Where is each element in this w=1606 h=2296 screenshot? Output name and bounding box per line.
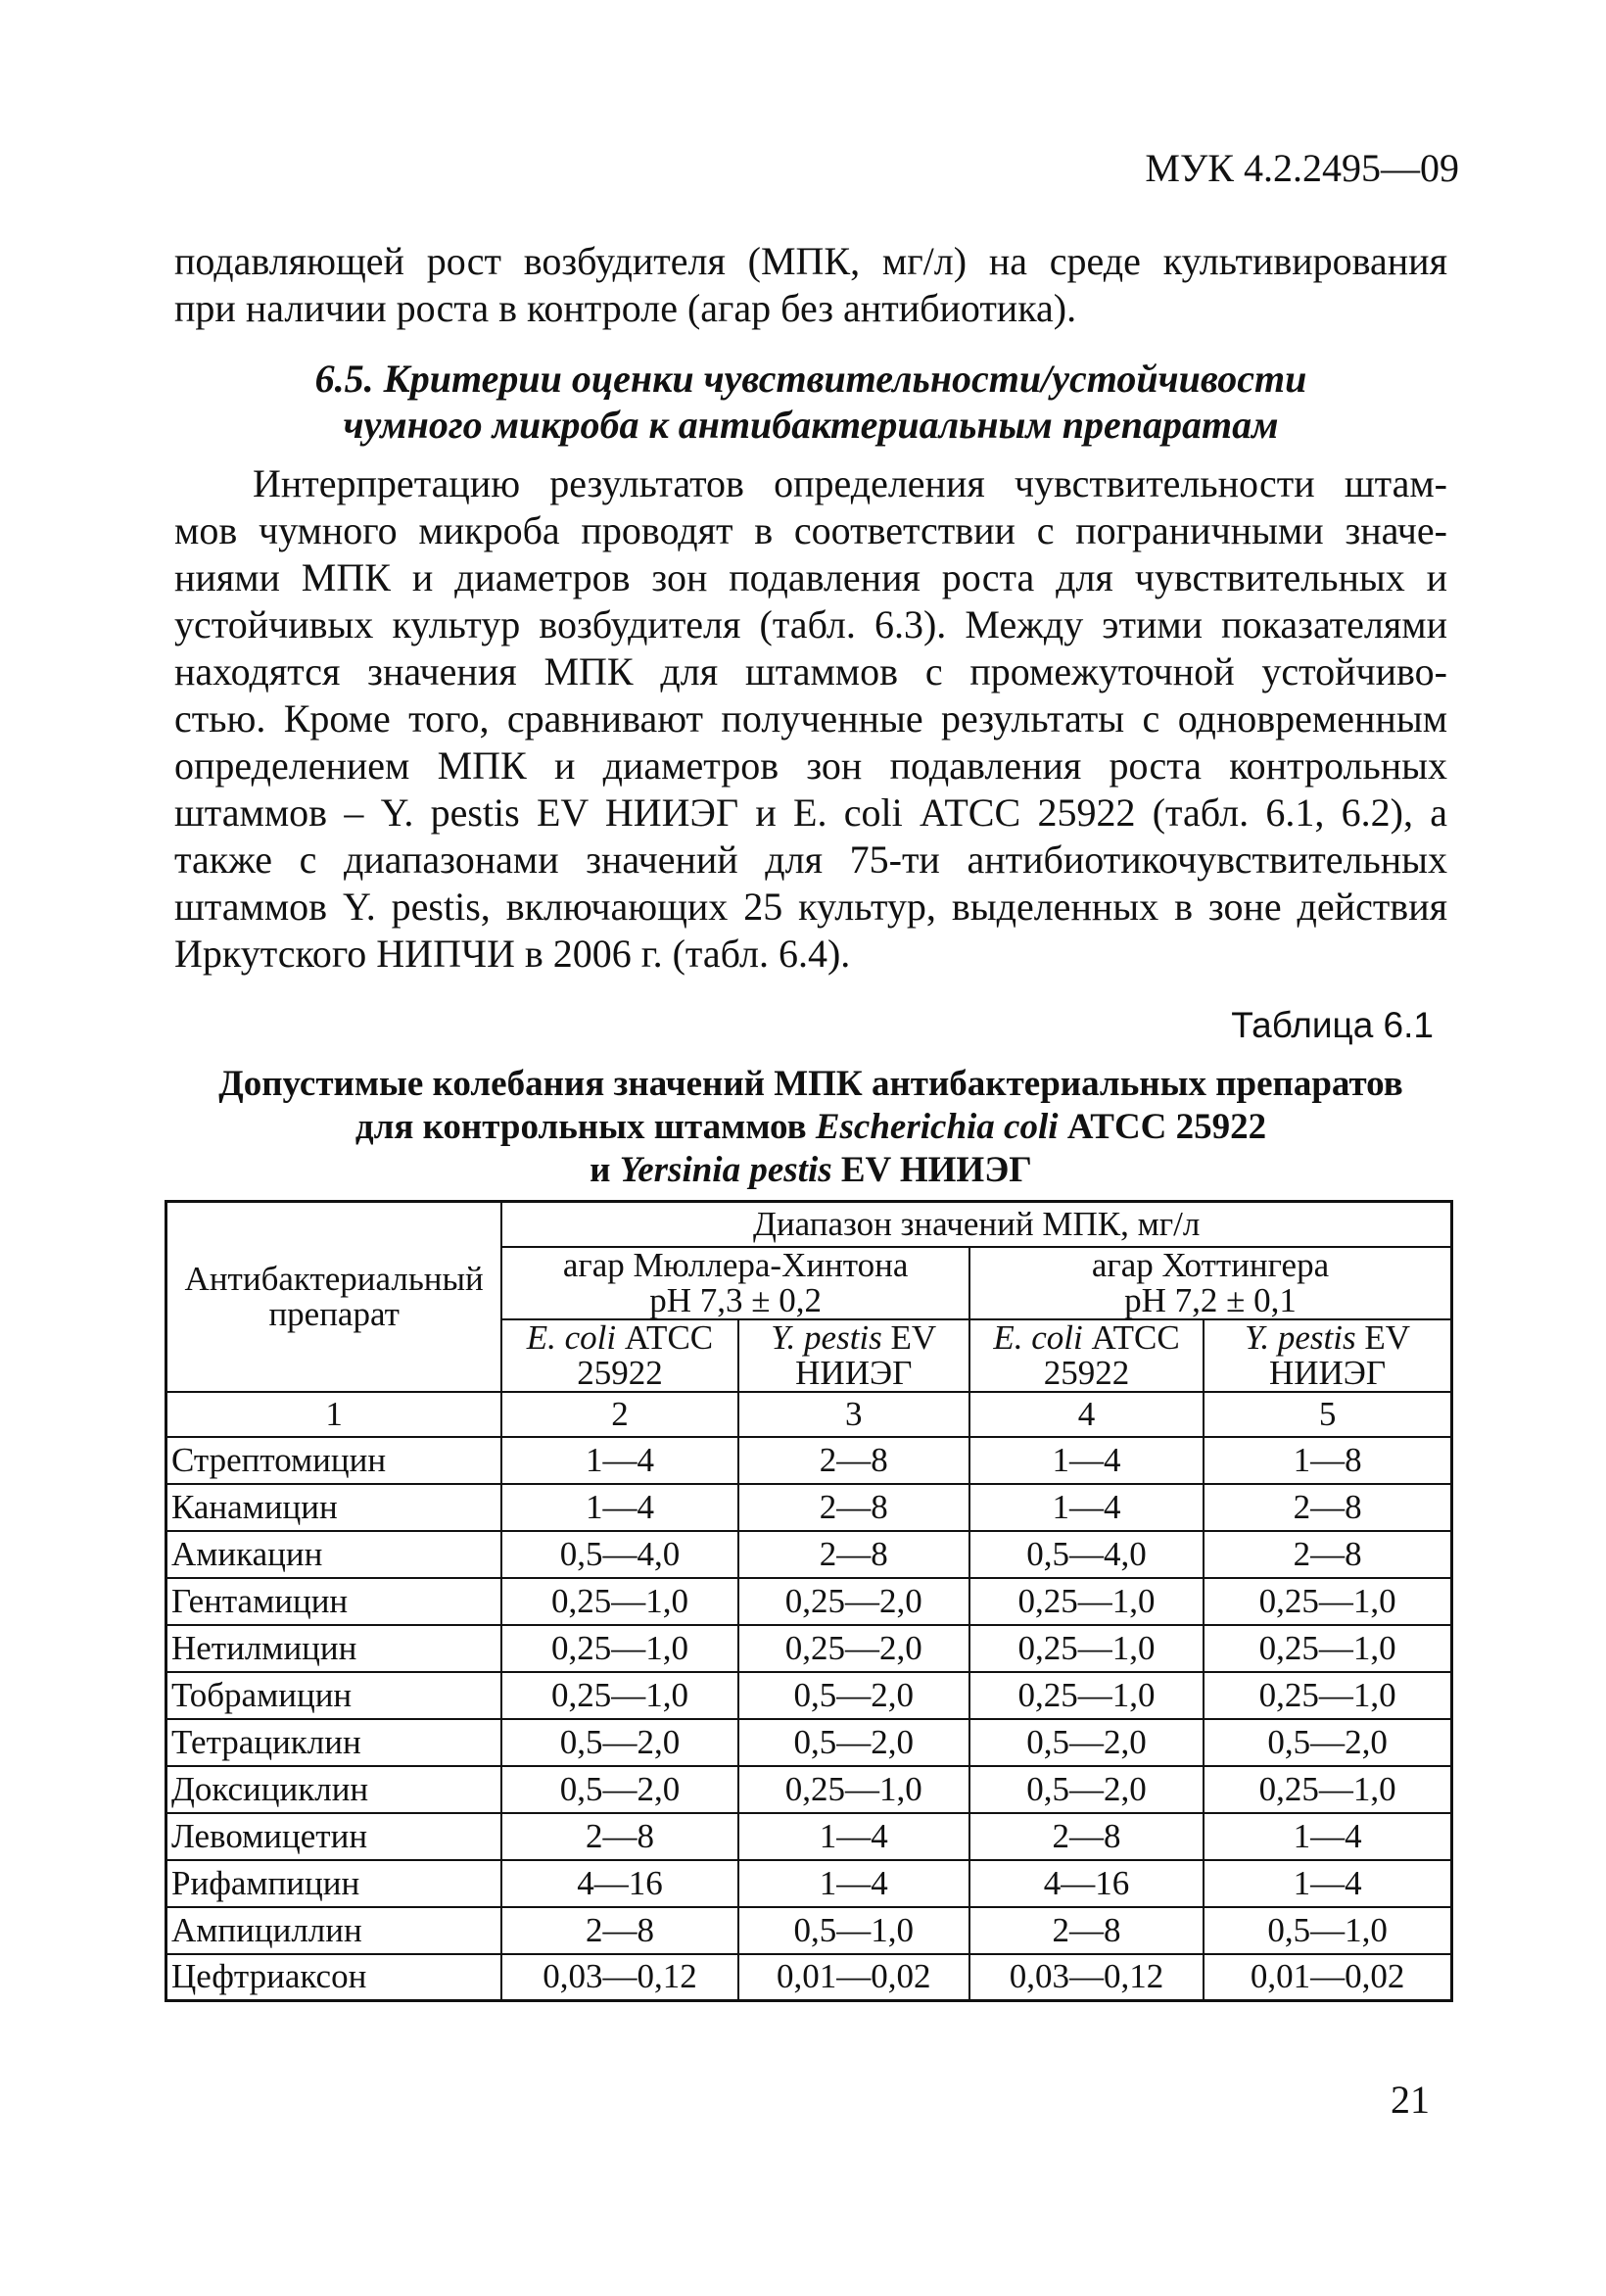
body-line: штаммов Y. pestis, включающих 25 культур, выделенных в зоне действия xyxy=(174,885,1447,929)
mic-value: 0,5—2,0 xyxy=(1204,1719,1451,1766)
mic-value: 0,01—0,02 xyxy=(1204,1954,1451,2001)
mic-value: 1—4 xyxy=(1204,1860,1451,1907)
mic-value: 2—8 xyxy=(738,1484,969,1531)
mic-value: 0,5—4,0 xyxy=(969,1531,1204,1578)
mic-value: 1—4 xyxy=(738,1813,969,1860)
mic-value: 0,25—1,0 xyxy=(969,1672,1204,1719)
table-row xyxy=(166,1860,1452,1907)
mic-table xyxy=(165,1200,1453,2002)
header-range: Диапазон значений МПК, мг/л xyxy=(501,1202,1451,1247)
header-ecoli: E. coli АТСС 25922 xyxy=(969,1319,1204,1392)
drug-name: Левомицетин xyxy=(166,1813,502,1860)
mic-value: 4—16 xyxy=(969,1860,1204,1907)
section-heading-line: чумного микроба к антибактериальным препаратам xyxy=(343,403,1279,447)
mic-value: 0,25—1,0 xyxy=(1204,1625,1451,1672)
mic-value: 0,5—2,0 xyxy=(738,1719,969,1766)
mic-value: 0,5—1,0 xyxy=(738,1907,969,1954)
body-line: стью. Кроме того, сравнивают полученные результаты с одновременным xyxy=(174,696,1447,741)
mic-value: 0,25—1,0 xyxy=(969,1578,1204,1625)
mic-value: 2—8 xyxy=(501,1813,737,1860)
body-line: штаммов – Y. pestis EV НИИЭГ и E. coli АТСС 25922 (табл. 6.1, 6.2), а xyxy=(174,790,1447,835)
title-species: Yersinia pestis xyxy=(619,1150,832,1190)
mic-value: 0,5—2,0 xyxy=(969,1766,1204,1813)
body-line: находятся значения МПК для штаммов с промежуточной устойчиво- xyxy=(174,649,1447,694)
document-id: МУК 4.2.2495—09 xyxy=(1145,146,1459,190)
header-ypestis: Y. pestis EV НИИЭГ xyxy=(738,1319,969,1392)
mic-value: 2—8 xyxy=(1204,1484,1451,1531)
mic-value: 0,25—1,0 xyxy=(501,1625,737,1672)
mic-value: 1—4 xyxy=(501,1484,737,1531)
mic-value: 1—4 xyxy=(501,1437,737,1484)
mic-value: 0,25—1,0 xyxy=(1204,1672,1451,1719)
table-row xyxy=(166,1625,1452,1672)
mic-value: 2—8 xyxy=(969,1907,1204,1954)
mic-value: 0,5—2,0 xyxy=(501,1719,737,1766)
title-text: для контрольных штаммов xyxy=(354,1107,816,1147)
header-medium-h: агар Хоттингера pH 7,2 ± 0,1 xyxy=(969,1247,1452,1319)
body-paragraph xyxy=(174,460,1447,978)
intro-paragraph xyxy=(174,238,1447,332)
section-heading-line: 6.5. Критерии оценки чувствительности/устойчивости xyxy=(314,357,1307,401)
mic-value: 1—4 xyxy=(969,1484,1204,1531)
mic-value: 0,03—0,12 xyxy=(501,1954,737,2001)
mic-value: 2—8 xyxy=(738,1531,969,1578)
table-row xyxy=(166,1484,1452,1531)
mic-value: 2—8 xyxy=(501,1907,737,1954)
drug-name: Доксициклин xyxy=(166,1766,502,1813)
mic-value: 1—4 xyxy=(1204,1813,1451,1860)
table-row xyxy=(166,1672,1452,1719)
title-text: EV НИИЭГ xyxy=(831,1150,1032,1190)
section-heading xyxy=(174,356,1447,448)
table-title-line: Допустимые колебания значений МПК антибактериальных препаратов xyxy=(218,1064,1403,1104)
mic-value: 1—8 xyxy=(1204,1437,1451,1484)
mic-value: 0,01—0,02 xyxy=(738,1954,969,2001)
mic-value: 4—16 xyxy=(501,1860,737,1907)
drug-name: Рифампицин xyxy=(166,1860,502,1907)
drug-name: Тобрамицин xyxy=(166,1672,502,1719)
mic-value: 0,25—1,0 xyxy=(969,1625,1204,1672)
title-text: АТСС 25922 xyxy=(1058,1107,1267,1147)
table-row xyxy=(166,1437,1452,1484)
table-title-line xyxy=(174,1106,1447,1149)
table-row xyxy=(166,1954,1452,2001)
header-ypestis: Y. pestis EV НИИЭГ xyxy=(1204,1319,1451,1392)
body-line: мов чумного микроба проводят в соответствии с пограничными значе- xyxy=(174,508,1447,552)
title-species: Escherichia coli xyxy=(815,1107,1059,1147)
body-line: ниями МПК и диаметров зон подавления роста для чувствительных и xyxy=(174,555,1447,599)
page-number: 21 xyxy=(1391,2078,1430,2122)
drug-name: Гентамицин xyxy=(166,1578,502,1625)
header-drug: Антибактериальный препарат xyxy=(166,1202,502,1392)
table-row xyxy=(166,1578,1452,1625)
column-number: 4 xyxy=(969,1392,1204,1437)
table-row xyxy=(166,1766,1452,1813)
mic-value: 2—8 xyxy=(1204,1531,1451,1578)
table-label: Таблица 6.1 xyxy=(1231,1005,1434,1045)
mic-value: 2—8 xyxy=(969,1813,1204,1860)
drug-name: Ампициллин xyxy=(166,1907,502,1954)
mic-value: 0,25—2,0 xyxy=(738,1625,969,1672)
mic-value: 0,5—2,0 xyxy=(501,1766,737,1813)
body-line: Интерпретацию результатов определения чувствительности штам- xyxy=(253,461,1447,505)
mic-value: 0,25—1,0 xyxy=(738,1766,969,1813)
table-title-line xyxy=(174,1149,1447,1192)
title-text: и xyxy=(590,1150,620,1190)
mic-value: 0,5—4,0 xyxy=(501,1531,737,1578)
body-line: Иркутского НИПЧИ в 2006 г. (табл. 6.4). xyxy=(174,932,851,976)
column-number: 3 xyxy=(738,1392,969,1437)
mic-value: 0,5—2,0 xyxy=(738,1672,969,1719)
column-number: 5 xyxy=(1204,1392,1451,1437)
drug-name: Стрептомицин xyxy=(166,1437,502,1484)
column-number: 1 xyxy=(166,1392,502,1437)
mic-value: 0,25—2,0 xyxy=(738,1578,969,1625)
table-body xyxy=(166,1437,1452,2001)
body-line: также с диапазонами значений для 75-ти антибиотикочувствительных xyxy=(174,837,1447,882)
mic-value: 0,25—1,0 xyxy=(501,1672,737,1719)
header-ecoli: E. coli АТСС 25922 xyxy=(501,1319,737,1392)
table-title xyxy=(174,1063,1447,1192)
mic-value: 0,03—0,12 xyxy=(969,1954,1204,2001)
mic-value: 0,25—1,0 xyxy=(1204,1578,1451,1625)
table-row xyxy=(166,1907,1452,1954)
mic-value: 0,25—1,0 xyxy=(501,1578,737,1625)
drug-name: Канамицин xyxy=(166,1484,502,1531)
table-row xyxy=(166,1531,1452,1578)
table-row xyxy=(166,1719,1452,1766)
drug-name: Нетилмицин xyxy=(166,1625,502,1672)
mic-value: 1—4 xyxy=(969,1437,1204,1484)
mic-value: 2—8 xyxy=(738,1437,969,1484)
drug-name: Амикацин xyxy=(166,1531,502,1578)
drug-name: Цефтриаксон xyxy=(166,1954,502,2001)
drug-name: Тетрациклин xyxy=(166,1719,502,1766)
mic-value: 0,5—1,0 xyxy=(1204,1907,1451,1954)
mic-value: 0,5—2,0 xyxy=(969,1719,1204,1766)
intro-line: при наличии роста в контроле (агар без антибиотика). xyxy=(174,286,1077,330)
table-row xyxy=(166,1813,1452,1860)
body-line: определением МПК и диаметров зон подавления роста контрольных xyxy=(174,743,1447,788)
mic-value: 0,25—1,0 xyxy=(1204,1766,1451,1813)
header-medium-mh: агар Мюллера-Хинтона pH 7,3 ± 0,2 xyxy=(501,1247,969,1319)
intro-line: подавляющей рост возбудителя (МПК, мг/л) на среде культивирования xyxy=(174,239,1447,283)
mic-value: 1—4 xyxy=(738,1860,969,1907)
body-line: устойчивых культур возбудителя (табл. 6.3). Между этими показателями xyxy=(174,602,1447,646)
column-number: 2 xyxy=(501,1392,737,1437)
